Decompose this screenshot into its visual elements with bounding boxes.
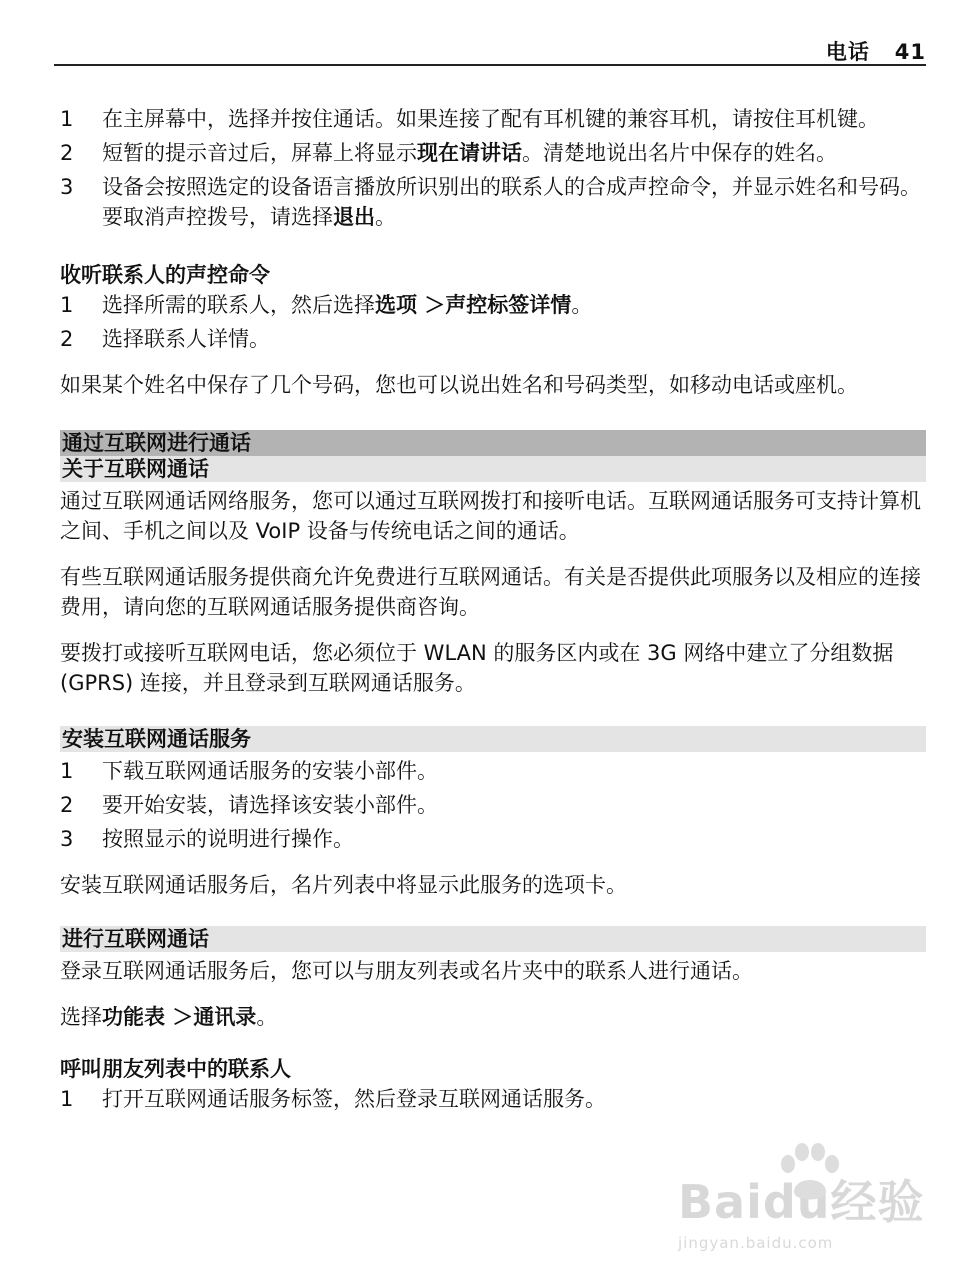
friends-heading: 呼叫朋友列表中的联系人	[60, 1057, 291, 1081]
header-title: 电话 41	[825, 40, 926, 64]
call-menu-path	[60, 1002, 926, 1032]
step-text	[102, 138, 926, 168]
listen-note: 如果某个姓名中保存了几个号码，您也可以说出姓名和号码类型，如移动电话或座机。	[60, 373, 858, 397]
step-text: 按照显示的说明进行操作。	[102, 827, 354, 851]
list-item	[60, 138, 926, 168]
paw-icon	[774, 1142, 844, 1204]
list-item	[60, 790, 926, 820]
step-text: 打开互联网通话服务标签，然后登录互联网通话服务。	[102, 1087, 606, 1111]
step-text	[102, 172, 926, 232]
step-text: 选择联系人详情。	[102, 327, 270, 351]
step-number: 1	[60, 107, 74, 131]
step-text-emphasis: 退出	[333, 205, 375, 229]
listen-steps	[60, 290, 926, 354]
watermark-logo: Baidu经验	[678, 1175, 925, 1229]
friends-steps	[60, 1084, 926, 1114]
step-text-part: 。	[375, 205, 396, 229]
step-number: 1	[60, 759, 74, 783]
step-number: 3	[60, 175, 74, 199]
menu-path-emphasis: 功能表 ＞	[102, 1005, 194, 1029]
listen-heading: 收听联系人的声控命令	[60, 263, 270, 287]
list-item	[60, 1084, 926, 1114]
step-text-part: 选择所需的联系人，然后选择	[102, 293, 375, 317]
step-text-emphasis: 现在请讲话	[417, 141, 522, 165]
step-number: 1	[60, 293, 74, 317]
step-text-part: 。清楚地说出名片中保存的姓名。	[522, 141, 837, 165]
step-text: 下载互联网通话服务的安装小部件。	[102, 759, 438, 783]
watermark-url: jingyan.baidu.com	[678, 1234, 834, 1252]
subsection-title-about: 关于互联网通话	[60, 456, 926, 482]
step-text-part: 设备会按照选定的设备语言播放所识别出的联系人的合成声控命令，并显示姓名和号码。要取消声控拨号，请选择	[102, 175, 921, 229]
about-paragraph: 有些互联网通话服务提供商允许免费进行互联网通话。有关是否提供此项服务以及相应的连接费用，请向您的互联网通话服务提供商咨询。	[60, 565, 921, 619]
menu-path-text: 选择	[60, 1005, 102, 1029]
baidu-watermark	[678, 1148, 928, 1258]
about-paragraph: 要拨打或接听互联网电话，您必须位于 WLAN 的服务区内或在 3G 网络中建立了分组数据 (GPRS) 连接，并且登录到互联网通话服务。	[60, 641, 894, 695]
page-content	[60, 104, 926, 1118]
step-text-emphasis: 选项 ＞声控标签详情	[375, 293, 572, 317]
list-item	[60, 172, 926, 232]
list-item	[60, 324, 926, 354]
step-number: 1	[60, 1087, 74, 1111]
list-item	[60, 756, 926, 786]
step-text: 在主屏幕中，选择并按住通话。如果连接了配有耳机键的兼容耳机，请按住耳机键。	[102, 107, 879, 131]
menu-path-text: 。	[256, 1005, 278, 1029]
list-item	[60, 290, 926, 320]
call-paragraph: 登录互联网通话服务后，您可以与朋友列表或名片夹中的联系人进行通话。	[60, 959, 753, 983]
voice-dial-steps	[60, 104, 926, 232]
step-number: 2	[60, 327, 74, 351]
subsection-title-call: 进行互联网通话	[60, 926, 926, 952]
step-text-part: 。	[571, 293, 593, 317]
menu-path-emphasis: 通讯录	[193, 1005, 257, 1029]
list-item	[60, 104, 926, 134]
step-text: 要开始安装，请选择该安装小部件。	[102, 793, 438, 817]
step-number: 2	[60, 141, 74, 165]
step-text-part: 短暂的提示音过后，屏幕上将显示	[102, 141, 417, 165]
install-steps	[60, 756, 926, 854]
install-note: 安装互联网通话服务后，名片列表中将显示此服务的选项卡。	[60, 873, 627, 897]
subsection-title-install: 安装互联网通话服务	[60, 726, 926, 752]
step-number: 2	[60, 793, 74, 817]
about-paragraph: 通过互联网通话网络服务，您可以通过互联网拨打和接听电话。互联网通话服务可支持计算机之间、手机之间以及 VoIP 设备与传统电话之间的通话。	[60, 489, 921, 543]
list-item	[60, 824, 926, 854]
step-number: 3	[60, 827, 74, 851]
page-header	[54, 34, 926, 66]
section-title: 通过互联网进行通话	[60, 430, 926, 456]
step-text	[102, 290, 926, 320]
